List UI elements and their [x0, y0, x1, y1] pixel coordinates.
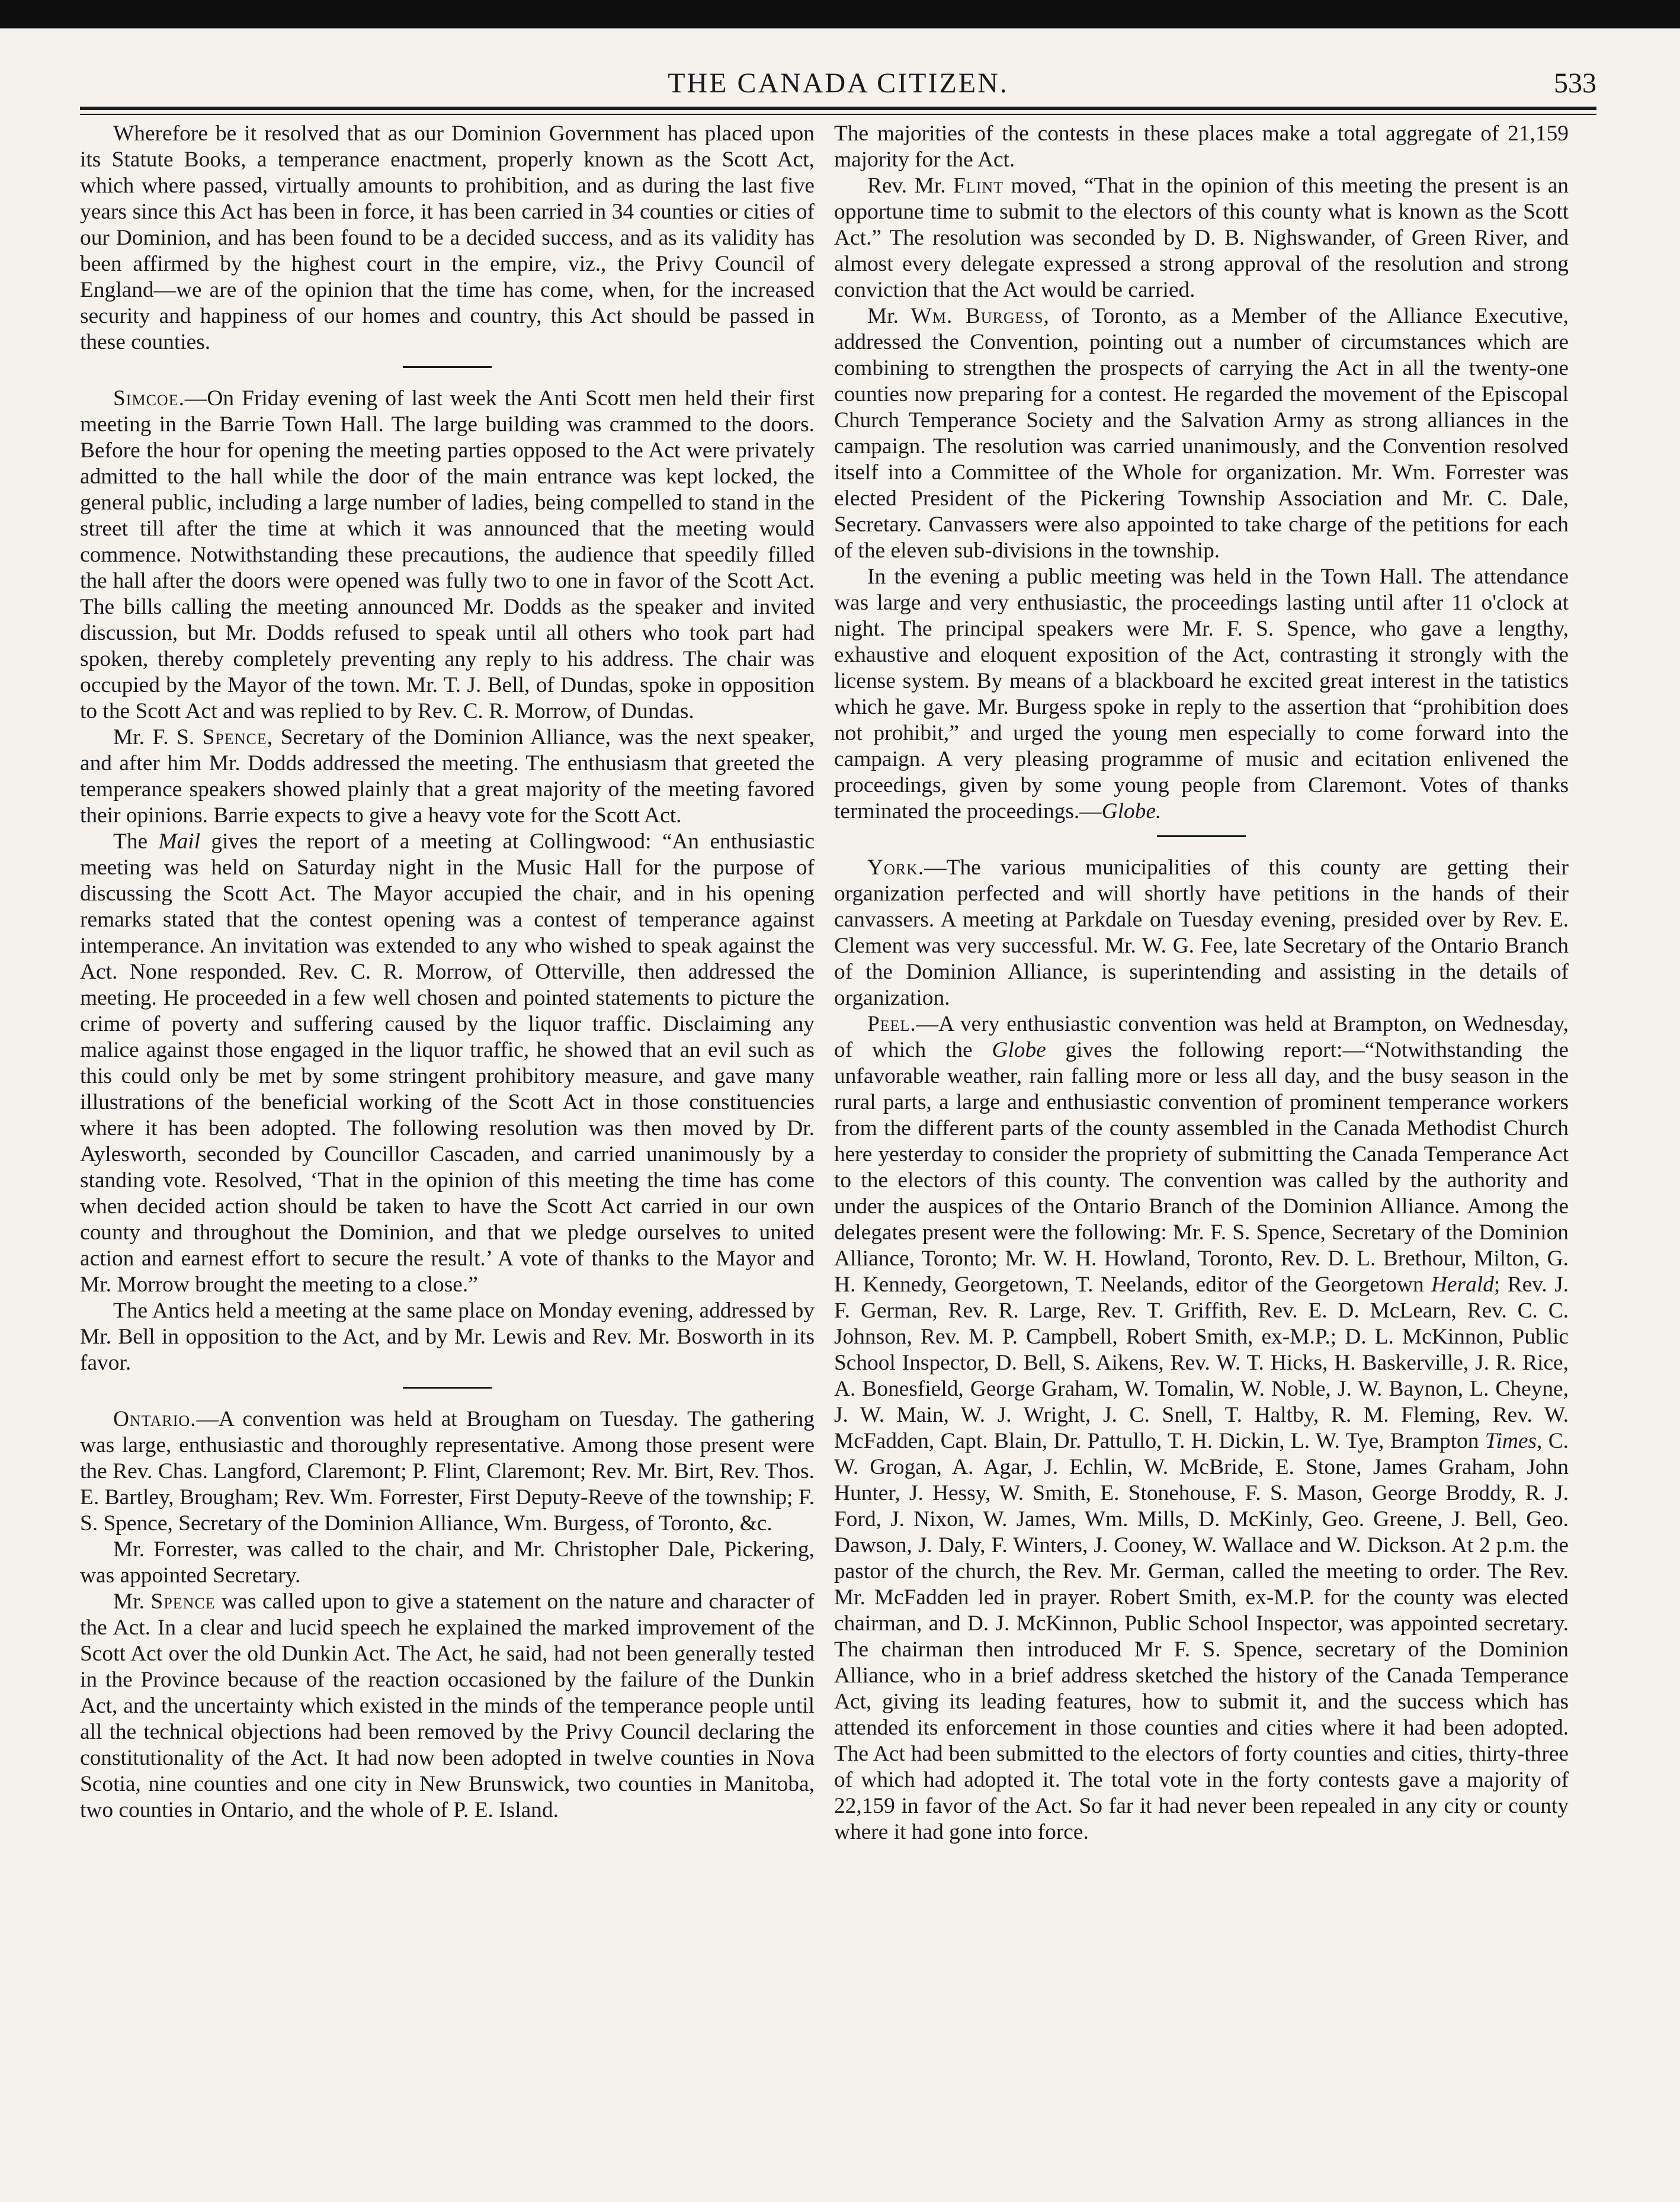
newspaper-title: THE CANADA CITIZEN. [668, 68, 1009, 99]
flint-paragraph: Rev. Mr. Flint moved, “That in the opinion of this meeting the present is an opportune time to submit to the electors of this county what is known as the Scott Act.” The resolution was seconded by D. B. Nighswander, of Green River, and almost every delegate expressed a strong approval of the resolution and strong conviction that the Act would be carried. [834, 174, 1569, 302]
forrester-paragraph: Mr. Forrester, was called to the chair, and Mr. Christopher Dale, Pickering, was appointed Secretary. [80, 1537, 815, 1588]
section-separator [403, 366, 492, 368]
section-separator [403, 1387, 492, 1389]
section-heading-york: York. [867, 855, 925, 880]
evening-meeting-paragraph: In the evening a public meeting was held in the Town Hall. The attendance was large and very enthusiastic, the proceedings lasting until after 11 o'clock at night. The principal speakers were Mr. F. S. Spence, who gave a lengthy, exhaustive and eloquent exposition of the Act, contrasting it strongly with the license system. By means of a blackboard he excited great interest in the tatistics which he gave. Mr. Burgess spoke in reply to the assertion that “prohibition does not prohibit,” and urged the young men especially to come forward into the campaign. A very pleasing programme of music and ecitation enlivened the proceedings, given by some young people from Claremont. Votes of thanks terminated the proceedings.—Globe. [834, 565, 1569, 823]
burgess-paragraph: Mr. Wm. Burgess, of Toronto, as a Member of the Alliance Executive, addressed the Convention, pointing out a number of circumstances which are combining to strengthen the prospects of carrying the Act in all the twenty-one counties now preparing for a contest. He regarded the movement of the Episcopal Church Temperance Society and the Salvation Army as strong alliances in the campaign. The resolution was carried unanimously, and the Convention resolved itself into a Committee of the Whole for organization. Mr. Wm. Forrester was elected President of the Pickering Township Association and Mr. C. Dale, Secretary. Canvassers were also appointed to take charge of the petitions for each of the eleven sub-divisions in the township. [834, 304, 1569, 563]
header-rule-thin [80, 114, 1596, 115]
simcoe-paragraph: Simcoe.—On Friday evening of last week the Anti Scott men held their first meeting in the Barrie Town Hall. The large building was crammed to the doors. Before the hour for opening the meeting parties opposed to the Act were privately admitted to the hall while the door of the main entrance was kept locked, the general public, including a large number of ladies, being compelled to stand in the street till after the time at which it was announced that the meeting would commence. Notwithstanding these precautions, the audience that speedily filled the hall after the doors were opened was fully two to one in favor of the Scott Act. The bills calling the meeting announced Mr. Dodds as the speaker and invited discussion, but Mr. Dodds refused to speak until all others who took part had spoken, thereby completely preventing any reply to his address. The chair was occupied by the Mayor of the town. Mr. T. J. Bell, of Dundas, spoke in opposition to the Scott Act and was replied to by Rev. C. R. Morrow, of Dundas. [80, 386, 815, 723]
spence-statement-paragraph: Mr. Spence was called upon to give a statement on the nature and character of the Act. In a clear and lucid speech he explained the marked improvement of the Scott Act over the old Dunkin Act. The Act, he said, had not been generally tested in the Province because of the reaction occasioned by the failure of the Dunkin Act, and the uncertainty which existed in the minds of the temperance people until all the technical objections had been removed by the Privy Council declaring the constitutionality of the Act. It had now been adopted in twelve counties in Nova Scotia, nine counties and one city in New Brunswick, two counties in Manitoba, two counties in Ontario, and the whole of P. E. Island. [80, 1589, 815, 1822]
section-heading-simcoe: Simcoe. [113, 386, 185, 411]
resolution-paragraph: Wherefore be it resolved that as our Dominion Government has placed upon its Statute Books, a temperance enactment, properly known as the Scott Act, which where passed, virtually amounts to prohibition, and as during the last five years since this Act has been in force, it has been carried in 34 counties or cities of our Dominion, and has been found to be a decided success, and as its validity has been affirmed by the highest court in the empire, viz., the Privy Council of England—we are of the opinion that the time has come, when, for the increased security and happiness of our homes and country, this Act should be passed in these counties. [80, 121, 815, 354]
page-number: 533 [1554, 68, 1596, 99]
left-column [80, 121, 815, 2153]
spence-paragraph: Mr. F. S. Spence, Secretary of the Dominion Alliance, was the next speaker, and after him Mr. Dodds addressed the meeting. The enthusiasm that greeted the temperance speakers showed plainly that a great majority of the meeting favored their opinions. Barrie expects to give a heavy vote for the Scott Act. [80, 725, 815, 828]
section-heading-peel: Peel. [867, 1012, 916, 1036]
right-column [834, 121, 1569, 2153]
section-heading-ontario: Ontario. [113, 1407, 197, 1431]
page-header [80, 63, 1596, 104]
scan-top-border [0, 0, 1680, 28]
york-paragraph: York.—The various municipalities of this county are getting their organization perfected and will shortly have petitions in the hands of their canvassers. A meeting at Parkdale on Tuesday evening, presided over by Rev. E. Clement was very successful. Mr. W. G. Fee, late Secretary of the Ontario Branch of the Dominion Alliance, is superintending and assisting in the details of organization. [834, 855, 1569, 1010]
antics-paragraph: The Antics held a meeting at the same place on Monday evening, addressed by Mr. Bell in opposition to the Act, and by Mr. Lewis and Rev. Mr. Bosworth in its favor. [80, 1299, 815, 1375]
majorities-paragraph: The majorities of the contests in these places make a total aggregate of 21,159 majority for the Act. [834, 121, 1569, 172]
header-rule-thick [80, 107, 1596, 110]
collingwood-paragraph: The Mail gives the report of a meeting at Collingwood: “An enthusiastic meeting was held on Saturday night in the Music Hall for the purpose of discussing the Scott Act. The Mayor accupied the chair, and in his opening remarks stated that the contest opening was a contest of temperance against intemperance. An invitation was extended to any who wished to speak against the Act. None responded. Rev. C. R. Morrow, of Otterville, then addressed the meeting. He proceeded in a few well chosen and pointed statements to picture the crime of poverty and suffering caused by the liquor traffic. Disclaiming any malice against those engaged in the liquor traffic, he showed that an evil such as this could only be met by some stringent prohibitory measure, and gave many illustrations of the beneficial working of the Scott Act in those constituencies where it has been adopted. The following resolution was then moved by Dr. Aylesworth, seconded by Councillor Cascaden, and carried unanimously by a standing vote. Resolved, ‘That in the opinion of this meeting the time has come when decided action should be taken to have the Scott Act carried in our own county and throughout the Dominion, and that we pledge ourselves to united action and earnest effort to secure the result.’ A vote of thanks to the Mayor and Mr. Morrow brought the meeting to a close.” [80, 829, 815, 1297]
ontario-paragraph: Ontario.—A convention was held at Brougham on Tuesday. The gathering was large, enthusiastic and thoroughly representative. Among those present were the Rev. Chas. Langford, Claremont; P. Flint, Claremont; Rev. Mr. Birt, Rev. Thos. E. Bartley, Brougham; Rev. Wm. Forrester, First Deputy-Reeve of the township; F. S. Spence, Secretary of the Dominion Alliance, Wm. Burgess, of Toronto, &c. [80, 1407, 815, 1536]
section-separator [1157, 835, 1246, 837]
peel-paragraph: Peel.—A very enthusiastic convention was held at Brampton, on Wednesday, of which the Globe gives the following report:—“Notwithstanding the unfavorable weather, rain falling more or less all day, and the busy season in the rural parts, a large and enthusiastic convention of prominent temperance workers from the different parts of the county assembled in the Canada Methodist Church here yesterday to consider the propriety of submitting the Canada Temperance Act to the electors of this county. The convention was called by the authority and under the auspices of the Ontario Branch of the Dominion Alliance. Among the delegates present were the following: Mr. F. S. Spence, Secretary of the Dominion Alliance, Toronto; Mr. W. H. Howland, Toronto, Rev. D. L. Brethour, Milton, G. H. Kennedy, Georgetown, T. Neelands, editor of the Georgetown Herald; Rev. J. F. German, Rev. R. Large, Rev. T. Griffith, Rev. E. D. McLearn, Rev. C. C. Johnson, Rev. M. P. Campbell, Robert Smith, ex-M.P.; D. L. McKinnon, Public School Inspector, D. Bell, S. Aikens, Rev. W. T. Hicks, H. Baskerville, J. R. Rice, A. Bonesfield, George Graham, W. Tomalin, W. Noble, J. W. Baynon, L. Cheyne, J. W. Main, W. J. Wright, J. C. Snell, T. Haltby, R. M. Fleming, Rev. W. McFadden, Capt. Blain, Dr. Pattullo, T. H. Dickin, L. W. Tye, Brampton Times, C. W. Grogan, A. Agar, J. Echlin, W. McBride, E. Stone, James Graham, John Hunter, J. Hessy, W. Smith, E. Stonehouse, F. S. Mason, George Broddy, R. J. Ford, J. Nixon, W. James, Wm. Mills, D. McKinly, Geo. Greene, J. Bell, Geo. Dawson, J. Daly, F. Winters, J. Cooney, W. Wallace and W. Dickson. At 2 p.m. the pastor of the church, the Rev. Mr. German, called the meeting to order. The Rev. Mr. McFadden led in prayer. Robert Smith, ex-M.P. for the county was elected chairman, and D. J. McKinnon, Public School Inspector, was appointed secretary. The chairman then introduced Mr F. S. Spence, secretary of the Dominion Alliance, who in a brief address sketched the history of the Canada Temperance Act, giving its leading features, how to submit it, and the success which has attended its enforcement in those counties and cities where it had been adopted. The Act had been submitted to the electors of forty counties and cities, thirty-three of which had adopted it. The total vote in the forty contests gave a majority of 22,159 in favor of the Act. So far it had never been repealed in any city or county where it had gone into force. [834, 1012, 1569, 1844]
